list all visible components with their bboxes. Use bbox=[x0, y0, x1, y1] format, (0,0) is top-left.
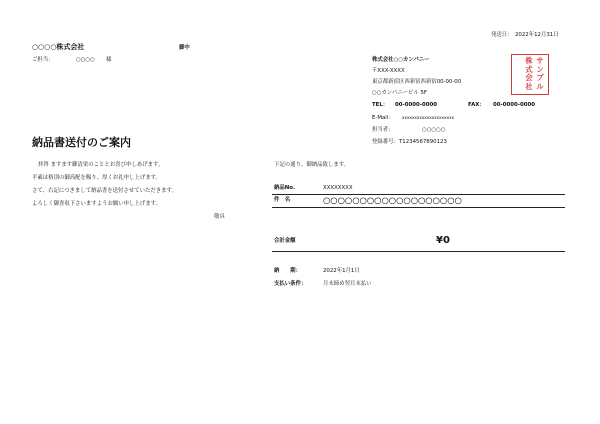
sender-reg-label: 登録番号： bbox=[372, 139, 399, 145]
details-intro: 下記の通り、御納品致します。 bbox=[274, 162, 350, 168]
sender-tel: 00-0000-0000 bbox=[395, 102, 437, 108]
subject-value: ○○○○○○○○○○○○○○○○○○○ bbox=[323, 195, 462, 205]
letter-title: 納品書送付のご案内 bbox=[32, 136, 131, 149]
recipient-company: ○○○○株式会社 bbox=[32, 43, 85, 51]
total-amount: ¥0 bbox=[436, 235, 450, 246]
due-value: 2022年1月1日 bbox=[323, 268, 360, 274]
issue-date: 2022年12月31日 bbox=[515, 32, 559, 38]
seal-column-right: サンプル bbox=[536, 56, 544, 91]
delivery-no-label: 納品No. bbox=[274, 185, 296, 191]
sender-email[interactable]: xxxxxxxxxxxxxxxxxxxxx bbox=[402, 115, 455, 120]
sender-staff: ○○○○○ bbox=[422, 127, 446, 133]
recipient-attn-name: ○○○○ bbox=[76, 57, 95, 63]
payment-value: 月末締め翌月末払い bbox=[323, 281, 372, 287]
recipient-attn-label: ご担当： bbox=[32, 57, 54, 63]
sender-address1: 東京都新宿区西新宿西新宿00-00-00 bbox=[372, 79, 462, 85]
total-label: 合計金額 bbox=[274, 238, 296, 244]
sender-staff-label: 担当者： bbox=[372, 127, 394, 133]
delivery-no: XXXXXXXX bbox=[323, 185, 353, 191]
letter-line-1: 拝啓 ますます御清栄のこととお喜び申しあげます。 bbox=[38, 162, 164, 168]
subject-rule bbox=[272, 207, 565, 208]
letter-line-4: よろしく御査収下さいますようお願い申し上げます。 bbox=[32, 201, 161, 207]
total-rule bbox=[272, 251, 565, 252]
seal-column-left: 株式会社 bbox=[525, 56, 533, 91]
due-label: 納 期： bbox=[274, 268, 301, 274]
sender-fax: 00-0000-0000 bbox=[493, 102, 535, 108]
letter-closing: 敬具 bbox=[214, 214, 225, 220]
recipient-honorific: 御中 bbox=[179, 45, 190, 51]
sender-company: 株式会社○○カンパニー bbox=[372, 57, 430, 63]
sender-postal: 〒XXX-XXXX bbox=[372, 68, 405, 74]
sender-reg-number: T1234567890123 bbox=[399, 139, 447, 145]
issue-date-label: 発送日： bbox=[491, 32, 513, 38]
letter-line-3: さて、右記につきまして納品書を送付させていただきます。 bbox=[32, 188, 177, 194]
sender-email-label: E-Mail： bbox=[372, 115, 394, 121]
payment-label: 支払い条件： bbox=[274, 281, 307, 287]
sender-fax-label: FAX： bbox=[468, 102, 485, 108]
subject-label: 件 名 bbox=[274, 197, 291, 203]
recipient-attn-honorific: 様 bbox=[106, 57, 112, 63]
letter-line-2: 平素は格別の御高配を賜り、厚くお礼申し上げます。 bbox=[32, 175, 161, 181]
sender-tel-label: TEL： bbox=[372, 102, 389, 108]
sender-address2: ○○カンパニービル 5F bbox=[372, 90, 428, 96]
company-seal-stamp bbox=[511, 54, 549, 95]
